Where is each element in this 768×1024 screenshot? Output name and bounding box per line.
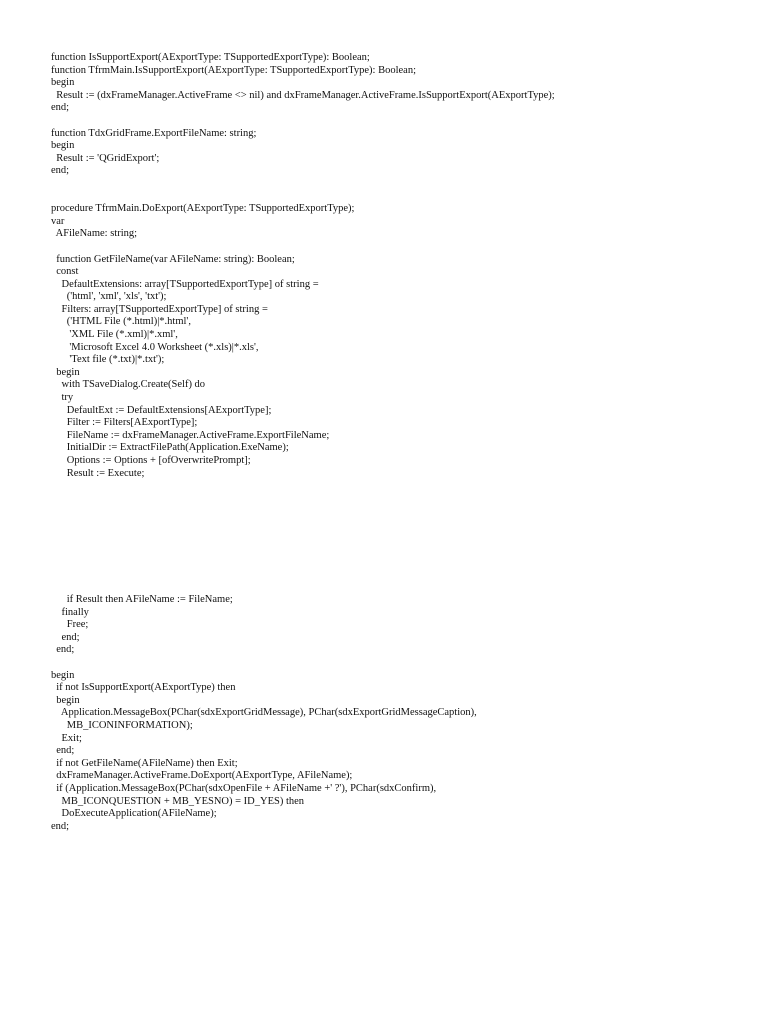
code-block-bottom: if Result then AFileName := FileName; finally Free; end; end; begin if not IsSupportExport(AExportType) then begin Application.MessageBox(PChar(sdxExportGridMessage), PChar(sdxExportGridMessageCaption), MB_ICONINFORMATION); Exit; end; if not GetFileName(AFileName) then Exit; dxFrameManager.ActiveFrame.DoExport(AExportType, AFileName); if (Application.MessageBox(PChar(sdxOpenFile + AFileName +' ?'), PChar(sdxConfirm), MB_ICONQUESTION + MB_YESNO) = ID_YES) then DoExecuteApplication(AFileName); end; <box>51 594 477 832</box>
code-block-top: function IsSupportExport(AExportType: TSupportedExportType): Boolean; function TfrmMain.IsSupportExport(AExportType: TSupportedExportType): Boolean; begin Result := (dxFrameManager.ActiveFrame <> nil) and dxFrameManager.ActiveFrame.IsSupportExport(AExportType); end; function TdxGridFrame.ExportFileName: string; begin Result := 'QGridExport'; end; procedure TfrmMain.DoExport(AExportType: TSupportedExportType); var AFileName: string; function GetFileName(var AFileName: string): Boolean; const DefaultExtensions: array[TSupportedExportType] of string = ('html', 'xml', 'xls', 'txt'); Filters: array[TSupportedExportType] of string = ('HTML File (*.html)|*.html', 'XML File (*.xml)|*.xml', 'Microsoft Excel 4.0 Worksheet (*.xls)|*.xls', 'Text file (*.txt)|*.txt'); begin with TSaveDialog.Create(Self) do try DefaultExt := DefaultExtensions[AExportType]; Filter := Filters[AExportType]; FileName := dxFrameManager.ActiveFrame.ExportFileName; InitialDir := ExtractFilePath(Application.ExeName); Options := Options + [ofOverwritePrompt]; Result := Execute; <box>51 52 555 479</box>
